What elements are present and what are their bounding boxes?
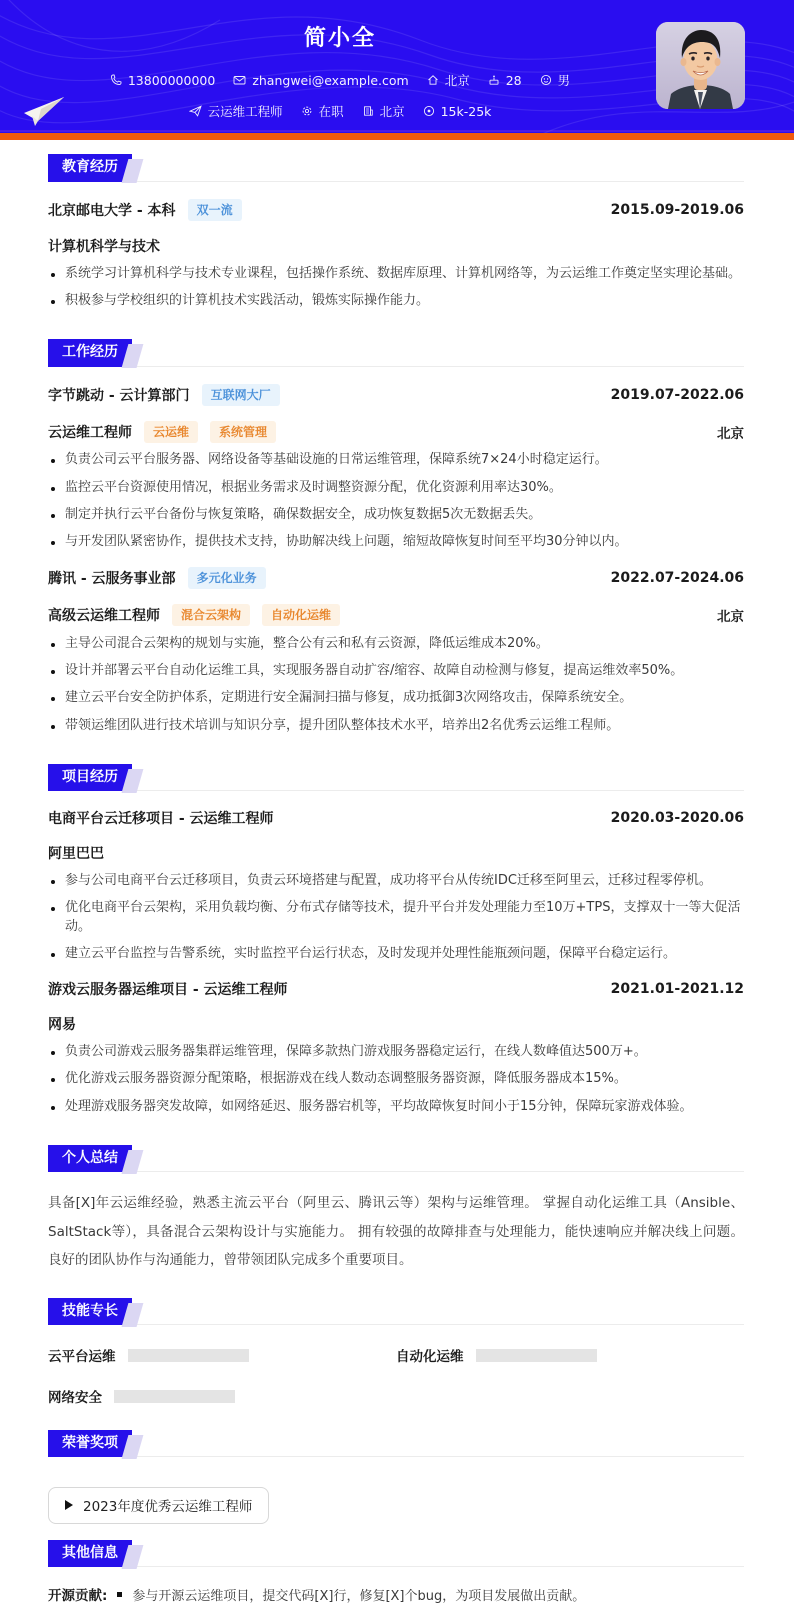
target-job-item xyxy=(189,102,283,120)
work-date: 2022.07-2024.06 xyxy=(610,570,744,587)
section-header xyxy=(48,340,744,367)
profile-photo xyxy=(656,22,745,109)
contact-row-1 xyxy=(0,71,680,89)
company-row xyxy=(48,384,280,406)
skill-label: 自动化运维 xyxy=(396,1349,464,1366)
gender-item xyxy=(540,71,571,89)
education-date: 2015.09-2019.06 xyxy=(610,202,744,218)
school-name: 北京邮电大学 - 本科 xyxy=(48,203,176,219)
project-entry-header xyxy=(48,808,744,828)
work-entry-header xyxy=(48,384,744,406)
section-title-honors: 荣誉奖项 xyxy=(48,1430,132,1458)
section-header xyxy=(48,1430,744,1457)
bullet-item: 建立云平台监控与告警系统，实时监控平台运行状态，及时发现并处理性能瓶颈问题，保障平台稳定运行。 xyxy=(48,945,744,964)
company-name: 字节跳动 - 云计算部门 xyxy=(48,387,190,404)
section-header xyxy=(48,1540,744,1567)
bullet-item: 优化电商平台云架构，采用负载均衡、分布式存储等技术，提升平台并发处理能力至10万+TPS，支撑双十一等大促活动。 xyxy=(48,899,744,937)
bullet-item: 制定并执行云平台备份与恢复策略，确保数据安全，成功恢复数据5次无数据丢失。 xyxy=(48,506,744,525)
section-title-other: 其他信息 xyxy=(48,1540,132,1568)
bullet-item: 设计并部署云平台自动化运维工具，实现服务器自动扩容/缩容、故障自动检测与修复，提高运维效率50%。 xyxy=(48,662,744,681)
section-other xyxy=(48,1540,744,1604)
work-bullets xyxy=(48,451,744,552)
target-job-value: 云运维工程师 xyxy=(207,104,283,119)
section-honors xyxy=(48,1430,744,1524)
section-header xyxy=(48,155,744,182)
company-tag: 互联网大厂 xyxy=(202,384,280,406)
paper-plane-icon xyxy=(189,105,202,117)
square-bullet-icon xyxy=(117,1592,122,1597)
skills-grid xyxy=(48,1345,744,1406)
location-value: 北京 xyxy=(444,73,470,88)
email-item xyxy=(233,73,408,88)
bullet-item: 主导公司混合云架构的规划与实施，整合公有云和私有云资源，降低运维成本20%。 xyxy=(48,635,744,654)
work-entry xyxy=(48,567,744,735)
skill-item xyxy=(396,1345,744,1365)
bullet-item: 处理游戏服务器突发故障，如网络延迟、服务器宕机等，平均故障恢复时间小于15分钟，保障玩家游戏体验。 xyxy=(48,1098,744,1117)
work-entry-header xyxy=(48,567,744,589)
candidate-name: 简小全 xyxy=(303,26,376,51)
role-tag: 系统管理 xyxy=(210,421,276,443)
section-title-skills: 技能专长 xyxy=(48,1298,132,1326)
gear-icon xyxy=(301,105,313,117)
project-company: 阿里巴巴 xyxy=(48,846,104,863)
phone-icon xyxy=(110,74,122,86)
project-name: 电商平台云迁移项目 - 云运维工程师 xyxy=(48,811,274,828)
section-summary xyxy=(48,1145,744,1274)
education-entry-header xyxy=(48,199,744,221)
section-title-education: 教育经历 xyxy=(48,154,132,182)
company-tag: 多元化业务 xyxy=(188,567,266,589)
work-entry xyxy=(48,384,744,552)
bullet-item: 负责公司游戏云服务器集群运维管理，保障多款热门游戏服务器稳定运行，在线人数峰值达500万+。 xyxy=(48,1043,744,1062)
bullet-item: 系统学习计算机科学与技术专业课程，包括操作系统、数据库原理、计算机网络等，为云运维工作奠定坚实理论基础。 xyxy=(48,265,744,284)
skill-label: 网络安全 xyxy=(48,1390,102,1407)
home-icon xyxy=(427,74,439,86)
project-name: 游戏云服务器运维项目 - 云运维工程师 xyxy=(48,982,288,999)
major-name: 计算机科学与技术 xyxy=(48,239,160,255)
bullet-item: 与开发团队紧密协作，提供技术支持，协助解决线上问题，缩短故障恢复时间至平均30分钟以内。 xyxy=(48,533,744,552)
bullet-item: 建立云平台安全防护体系，定期进行安全漏洞扫描与修复，成功抵御3次网络攻击，保障系统安全。 xyxy=(48,689,744,708)
section-projects xyxy=(48,764,744,1116)
job-status-value: 在职 xyxy=(318,104,344,119)
summary-text: 具备[X]年云运维经验，熟悉主流云平台（阿里云、腾讯云等）架构与运维管理。 掌握自动化运维工具（Ansible、SaltStack等），具备混合云架构设计与实施能力。 拥有较强的故障排查与处理能力，能快速响应并解决线上问题。 良好的团队协作与沟通能力，曾带领团队完成多个重要项目。 xyxy=(48,1195,744,1269)
paper-plane-decoration xyxy=(22,95,66,127)
bullet-item: 参与公司电商平台云迁移项目，负责云环境搭建与配置，成功将平台从传统IDC迁移至阿里云，迁移过程零停机。 xyxy=(48,872,744,891)
work-city-item xyxy=(362,102,405,120)
age-icon xyxy=(488,74,500,86)
section-work xyxy=(48,340,744,736)
skill-bar-track xyxy=(128,1349,249,1362)
skill-bar-track xyxy=(476,1349,597,1362)
project-date: 2020.03-2020.06 xyxy=(610,810,744,827)
role-name: 云运维工程师 xyxy=(48,424,132,441)
honor-label: 2023年度优秀云运维工程师 xyxy=(83,1499,253,1516)
other-info-text: 参与开源云运维项目，提交代码[X]行，修复[X]个bug，为项目发展做出贡献。 xyxy=(132,1588,586,1604)
skill-item xyxy=(48,1345,396,1365)
age-value: 28 xyxy=(505,72,522,88)
company-row xyxy=(48,567,266,589)
section-title-work: 工作经历 xyxy=(48,339,132,367)
section-title-summary: 个人总结 xyxy=(48,1145,132,1173)
section-education xyxy=(48,155,744,311)
project-entry-header xyxy=(48,979,744,999)
bullet-item: 监控云平台资源使用情况，根据业务需求及时调整资源分配，优化资源利用率达30%。 xyxy=(48,479,744,498)
building-icon xyxy=(362,105,374,117)
school-tag: 双一流 xyxy=(188,199,242,221)
job-status-item xyxy=(301,102,344,120)
section-skills xyxy=(48,1298,744,1406)
project-bullets xyxy=(48,1043,744,1117)
section-header xyxy=(48,764,744,791)
work-role-row xyxy=(48,604,744,626)
gender-value: 男 xyxy=(557,73,571,88)
section-header xyxy=(48,1145,744,1172)
salary-item xyxy=(423,104,492,119)
other-info-row xyxy=(48,1584,744,1604)
work-bullets xyxy=(48,635,744,736)
bullet-item: 带领运维团队进行技术培训与知识分享，提升团队整体技术水平，培养出2名优秀云运维工程师。 xyxy=(48,717,744,736)
avatar-illustration xyxy=(656,22,745,109)
project-entry xyxy=(48,808,744,964)
work-date: 2019.07-2022.06 xyxy=(610,386,744,403)
section-title-projects: 项目经历 xyxy=(48,764,132,792)
project-bullets xyxy=(48,872,744,964)
triangle-right-icon xyxy=(65,1500,73,1510)
bullet-item: 优化游戏云服务器资源分配策略，根据游戏在线人数动态调整服务器资源，降低服务器成本15%。 xyxy=(48,1070,744,1089)
project-entry xyxy=(48,979,744,1116)
section-header xyxy=(48,1298,744,1325)
email-value: zhangwei@example.com xyxy=(252,72,409,88)
role-tag: 云运维 xyxy=(144,421,198,443)
resume-header xyxy=(0,0,794,140)
skill-label: 云平台运维 xyxy=(48,1349,116,1366)
bullet-item: 积极参与学校组织的计算机技术实践活动，锻炼实际操作能力。 xyxy=(48,292,744,311)
gender-icon xyxy=(540,74,552,86)
bullet-item: 负责公司云平台服务器、网络设备等基础设施的日常运维管理，保障系统7×24小时稳定运行。 xyxy=(48,451,744,470)
role-row xyxy=(48,421,276,443)
skill-item xyxy=(48,1386,396,1406)
role-row xyxy=(48,604,340,626)
role-name: 高级云运维工程师 xyxy=(48,608,160,625)
role-tag: 混合云架构 xyxy=(172,604,250,626)
other-info-label: 开源贡献: xyxy=(48,1588,108,1604)
project-date: 2021.01-2021.12 xyxy=(610,981,744,998)
project-company: 网易 xyxy=(48,1017,76,1034)
education-bullets xyxy=(48,265,744,311)
skill-bar-track xyxy=(114,1390,235,1403)
age-item xyxy=(488,73,522,88)
email-icon xyxy=(233,74,246,86)
location-item xyxy=(427,71,470,89)
honor-expander[interactable] xyxy=(48,1487,269,1524)
school-name-row xyxy=(48,199,242,221)
work-city-value: 北京 xyxy=(379,104,405,119)
phone-value: 13800000000 xyxy=(127,72,216,88)
work-location: 北京 xyxy=(717,425,744,442)
salary-value: 15k-25k xyxy=(440,103,492,119)
role-tag: 自动化运维 xyxy=(262,604,340,626)
work-role-row xyxy=(48,421,744,443)
contact-row-2 xyxy=(0,102,680,120)
phone-item xyxy=(110,73,215,88)
company-name: 腾讯 - 云服务事业部 xyxy=(48,571,176,588)
resume-body xyxy=(0,155,794,1604)
work-location: 北京 xyxy=(717,609,744,626)
salary-icon xyxy=(423,105,435,117)
